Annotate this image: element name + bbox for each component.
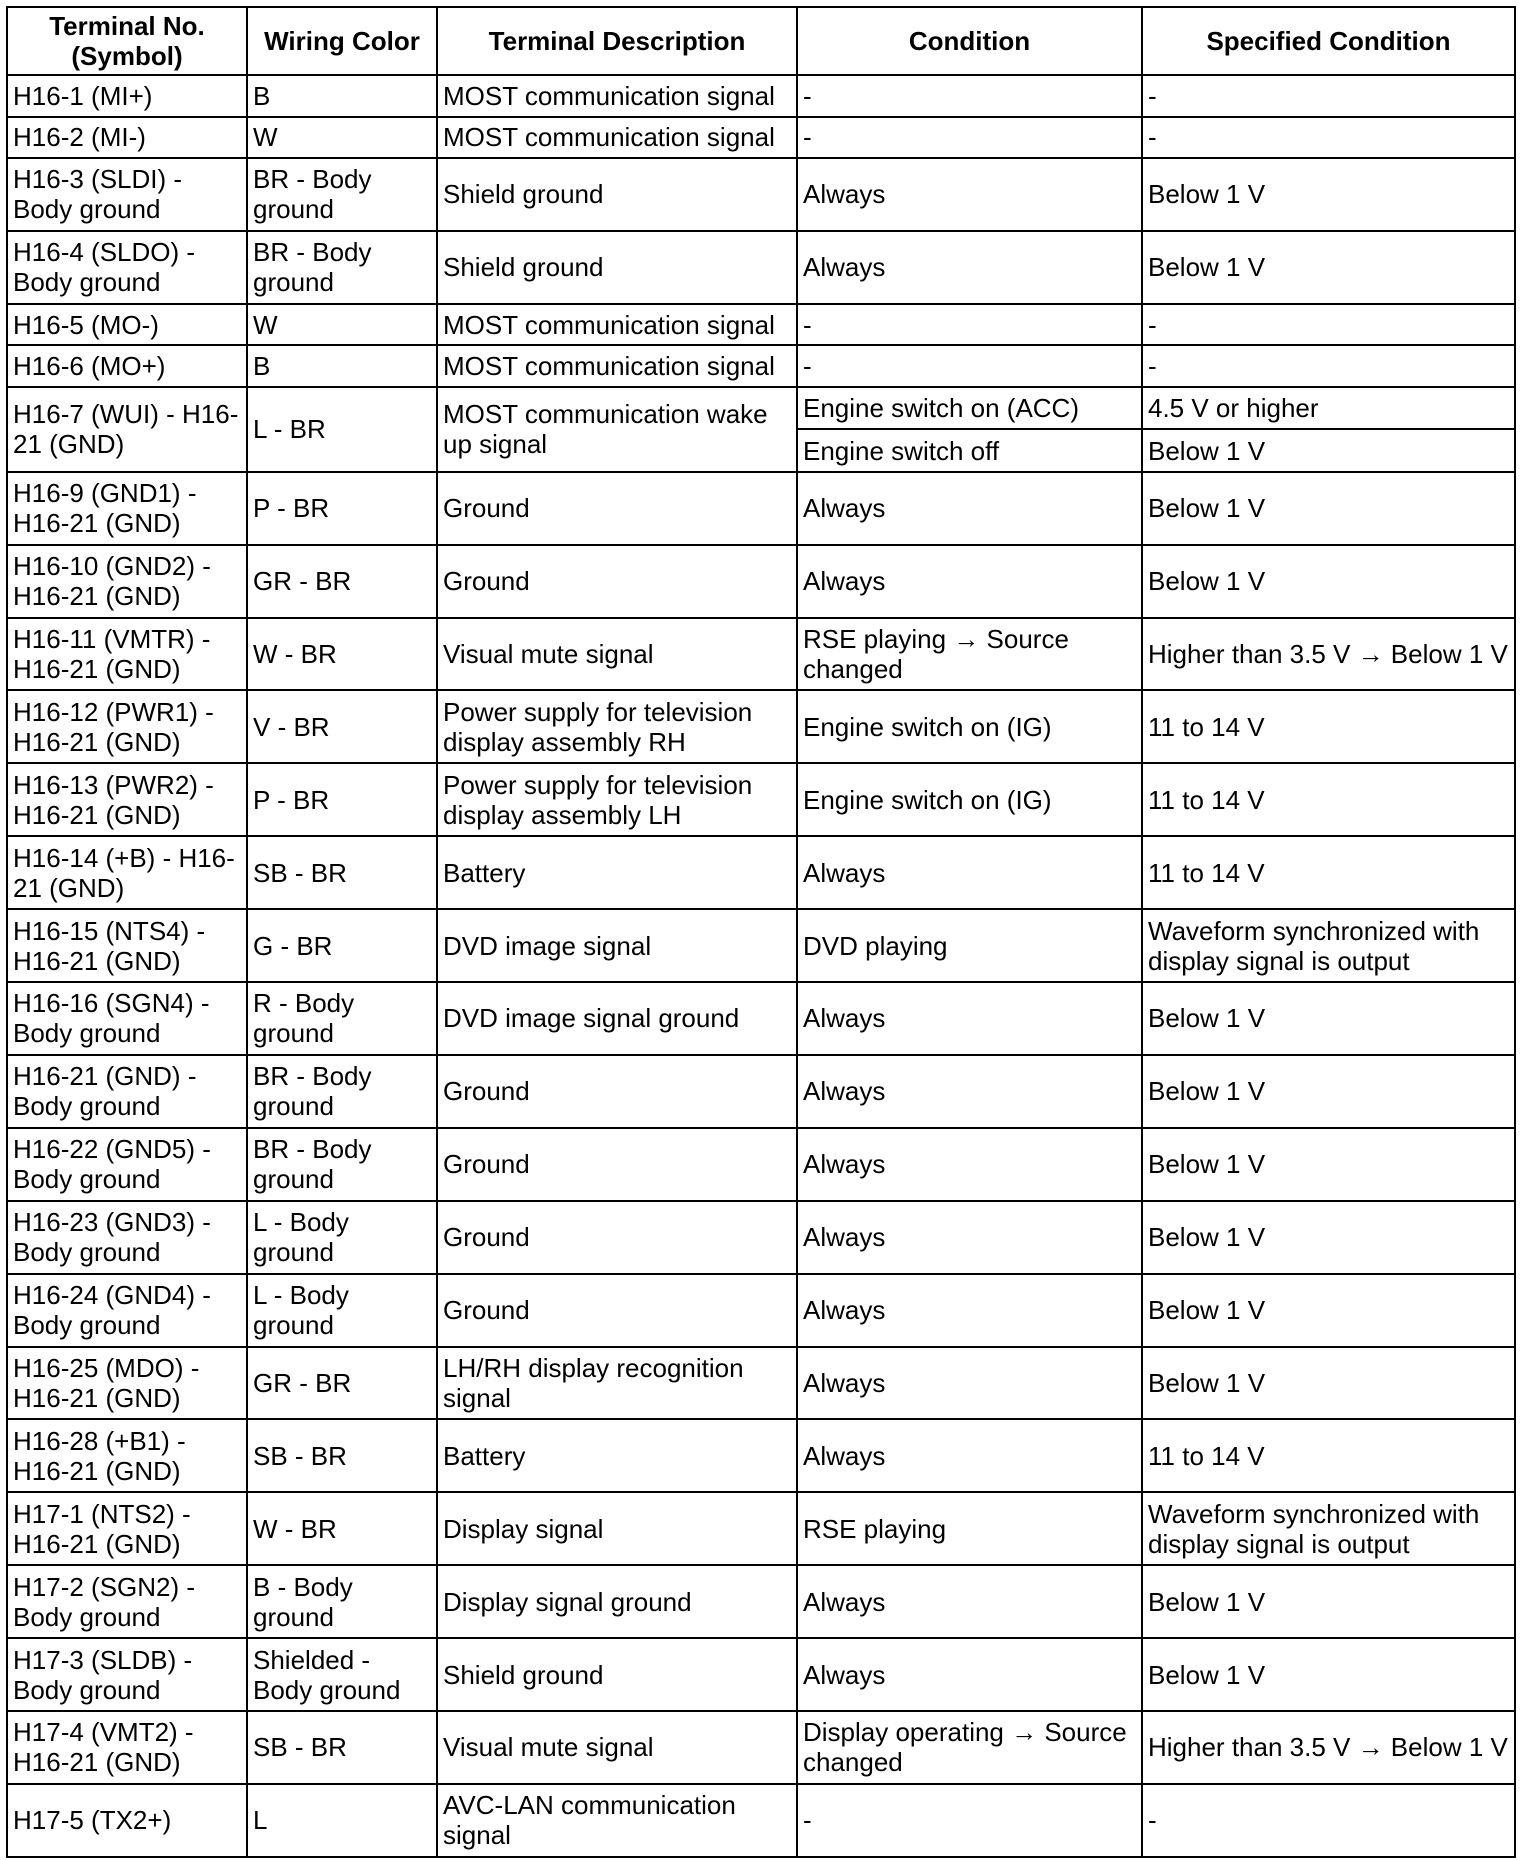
cell-description: Visual mute signal [437, 1711, 797, 1784]
cell-condition: Always [797, 1274, 1142, 1347]
cell-specified-condition: - [1142, 345, 1515, 387]
header-specified-condition: Specified Condition [1142, 7, 1515, 75]
cell-description: Battery [437, 1419, 797, 1492]
cell-wiring-color: B - Body ground [247, 1565, 437, 1638]
cell-specified-condition: Below 1 V [1142, 982, 1515, 1055]
cell-terminal: H16-12 (PWR1) - H16-21 (GND) [7, 690, 247, 763]
cell-specified-condition: Below 1 V [1142, 1201, 1515, 1274]
cell-description: Shield ground [437, 158, 797, 231]
cell-wiring-color: G - BR [247, 909, 437, 982]
cell-condition: Always [797, 1638, 1142, 1711]
table-row [7, 763, 1515, 836]
cell-condition: Always [797, 982, 1142, 1055]
cell-wiring-color: W - BR [247, 1492, 437, 1565]
table-row [7, 1201, 1515, 1274]
cell-description: Shield ground [437, 231, 797, 304]
cell-wiring-color: GR - BR [247, 545, 437, 618]
cell-description: Ground [437, 1274, 797, 1347]
cell-condition: Always [797, 1419, 1142, 1492]
cell-condition: RSE playing → Source changed [797, 618, 1142, 691]
cell-description: DVD image signal [437, 909, 797, 982]
cell-terminal: H17-4 (VMT2) - H16-21 (GND) [7, 1711, 247, 1784]
cell-wiring-color: L - Body ground [247, 1201, 437, 1274]
cell-specified-condition: Below 1 V [1142, 1055, 1515, 1128]
table-row [7, 1784, 1515, 1857]
cell-wiring-color: V - BR [247, 690, 437, 763]
table-row [7, 1565, 1515, 1638]
cell-condition: Always [797, 836, 1142, 909]
cell-wiring-color: BR - Body ground [247, 1128, 437, 1201]
cell-terminal: H16-13 (PWR2) - H16-21 (GND) [7, 763, 247, 836]
cell-condition: Display operating → Source changed [797, 1711, 1142, 1784]
table-row [7, 1638, 1515, 1711]
cell-terminal: H16-21 (GND) - Body ground [7, 1055, 247, 1128]
cell-wiring-color: L [247, 1784, 437, 1857]
cell-description: MOST communication signal [437, 117, 797, 159]
header-terminal: Terminal No. (Symbol) [7, 7, 247, 75]
cell-terminal: H16-6 (MO+) [7, 345, 247, 387]
cell-terminal: H16-5 (MO-) [7, 304, 247, 346]
cell-specified-condition: Below 1 V [1142, 158, 1515, 231]
table-row [7, 1128, 1515, 1201]
table-row [7, 345, 1515, 387]
cell-specified-condition: 11 to 14 V [1142, 1419, 1515, 1492]
cell-terminal: H16-9 (GND1) - H16-21 (GND) [7, 472, 247, 545]
table-row [7, 545, 1515, 618]
cell-condition: Always [797, 231, 1142, 304]
cell-terminal: H16-11 (VMTR) - H16-21 (GND) [7, 618, 247, 691]
cell-terminal: H16-14 (+B) - H16-21 (GND) [7, 836, 247, 909]
table-row [7, 836, 1515, 909]
cell-description: Power supply for television display assembly LH [437, 763, 797, 836]
cell-condition: - [797, 345, 1142, 387]
cell-wiring-color: GR - BR [247, 1347, 437, 1420]
cell-description: LH/RH display recognition signal [437, 1347, 797, 1420]
cell-wiring-color: W [247, 304, 437, 346]
cell-description: Ground [437, 472, 797, 545]
cell-terminal: H16-3 (SLDI) - Body ground [7, 158, 247, 231]
cell-wiring-color: L - BR [247, 387, 437, 472]
cell-terminal: H16-10 (GND2) - H16-21 (GND) [7, 545, 247, 618]
cell-wiring-color: R - Body ground [247, 982, 437, 1055]
cell-specified-condition: 4.5 V or higher [1142, 387, 1515, 430]
cell-description: DVD image signal ground [437, 982, 797, 1055]
table-header-row [7, 7, 1515, 75]
cell-description: Display signal [437, 1492, 797, 1565]
header-condition: Condition [797, 7, 1142, 75]
table-row [7, 231, 1515, 304]
cell-terminal: H16-2 (MI-) [7, 117, 247, 159]
cell-wiring-color: B [247, 345, 437, 387]
cell-condition: Engine switch on (IG) [797, 763, 1142, 836]
cell-terminal: H16-22 (GND5) - Body ground [7, 1128, 247, 1201]
cell-wiring-color: P - BR [247, 763, 437, 836]
cell-specified-condition: Below 1 V [1142, 472, 1515, 545]
cell-condition: Always [797, 1128, 1142, 1201]
cell-condition: - [797, 75, 1142, 117]
cell-wiring-color: SB - BR [247, 1419, 437, 1492]
cell-condition: Engine switch on (ACC) [797, 387, 1142, 430]
cell-wiring-color: SB - BR [247, 836, 437, 909]
cell-condition: Always [797, 1347, 1142, 1420]
cell-condition: Engine switch off [797, 429, 1142, 472]
table-body [7, 75, 1515, 1857]
table-row [7, 75, 1515, 117]
table-row [7, 982, 1515, 1055]
cell-condition: Always [797, 1201, 1142, 1274]
cell-specified-condition: Below 1 V [1142, 1565, 1515, 1638]
cell-condition: Always [797, 1565, 1142, 1638]
table-row [7, 387, 1515, 430]
cell-specified-condition: - [1142, 304, 1515, 346]
cell-terminal: H16-15 (NTS4) - H16-21 (GND) [7, 909, 247, 982]
header-terminal-description: Terminal Description [437, 7, 797, 75]
cell-condition: - [797, 117, 1142, 159]
cell-description: Visual mute signal [437, 618, 797, 691]
cell-description: Ground [437, 1055, 797, 1128]
table-row [7, 472, 1515, 545]
cell-condition: Always [797, 472, 1142, 545]
cell-terminal: H16-23 (GND3) - Body ground [7, 1201, 247, 1274]
table-row [7, 1055, 1515, 1128]
cell-condition: Always [797, 158, 1142, 231]
cell-specified-condition: Below 1 V [1142, 1347, 1515, 1420]
cell-specified-condition: Below 1 V [1142, 545, 1515, 618]
table-row [7, 618, 1515, 691]
cell-wiring-color: P - BR [247, 472, 437, 545]
cell-description: Power supply for television display assembly RH [437, 690, 797, 763]
cell-condition: - [797, 304, 1142, 346]
cell-condition: - [797, 1784, 1142, 1857]
cell-specified-condition: Higher than 3.5 V → Below 1 V [1142, 618, 1515, 691]
cell-specified-condition: - [1142, 117, 1515, 159]
terminal-table-container [6, 6, 1514, 1858]
cell-specified-condition: 11 to 14 V [1142, 836, 1515, 909]
cell-description: MOST communication signal [437, 75, 797, 117]
cell-terminal: H17-2 (SGN2) - Body ground [7, 1565, 247, 1638]
table-row [7, 304, 1515, 346]
cell-wiring-color: Shielded - Body ground [247, 1638, 437, 1711]
table-row [7, 690, 1515, 763]
cell-terminal: H16-25 (MDO) - H16-21 (GND) [7, 1347, 247, 1420]
cell-specified-condition: Below 1 V [1142, 1274, 1515, 1347]
table-row [7, 909, 1515, 982]
cell-description: Ground [437, 1201, 797, 1274]
cell-terminal: H17-3 (SLDB) - Body ground [7, 1638, 247, 1711]
cell-wiring-color: B [247, 75, 437, 117]
cell-specified-condition: - [1142, 1784, 1515, 1857]
cell-description: MOST communication wake up signal [437, 387, 797, 472]
cell-wiring-color: BR - Body ground [247, 231, 437, 304]
cell-description: Ground [437, 545, 797, 618]
cell-specified-condition: Below 1 V [1142, 429, 1515, 472]
cell-terminal: H16-1 (MI+) [7, 75, 247, 117]
cell-specified-condition: Below 1 V [1142, 1128, 1515, 1201]
table-row [7, 1347, 1515, 1420]
cell-condition: RSE playing [797, 1492, 1142, 1565]
cell-specified-condition: 11 to 14 V [1142, 690, 1515, 763]
cell-terminal: H17-1 (NTS2) - H16-21 (GND) [7, 1492, 247, 1565]
cell-description: MOST communication signal [437, 304, 797, 346]
cell-condition: Always [797, 1055, 1142, 1128]
cell-condition: Always [797, 545, 1142, 618]
cell-condition: Engine switch on (IG) [797, 690, 1142, 763]
cell-terminal: H16-24 (GND4) - Body ground [7, 1274, 247, 1347]
cell-terminal: H16-28 (+B1) - H16-21 (GND) [7, 1419, 247, 1492]
cell-specified-condition: Waveform synchronized with display signal is output [1142, 1492, 1515, 1565]
cell-terminal: H17-5 (TX2+) [7, 1784, 247, 1857]
cell-terminal: H16-4 (SLDO) - Body ground [7, 231, 247, 304]
cell-terminal: H16-7 (WUI) - H16-21 (GND) [7, 387, 247, 472]
table-row [7, 1492, 1515, 1565]
cell-wiring-color: BR - Body ground [247, 158, 437, 231]
table-row [7, 1274, 1515, 1347]
cell-specified-condition: Below 1 V [1142, 1638, 1515, 1711]
cell-description: MOST communication signal [437, 345, 797, 387]
table-row [7, 1711, 1515, 1784]
cell-wiring-color: BR - Body ground [247, 1055, 437, 1128]
table-row [7, 117, 1515, 159]
cell-condition: DVD playing [797, 909, 1142, 982]
cell-description: Shield ground [437, 1638, 797, 1711]
terminal-table [6, 6, 1516, 1858]
cell-description: Display signal ground [437, 1565, 797, 1638]
cell-wiring-color: W [247, 117, 437, 159]
cell-specified-condition: 11 to 14 V [1142, 763, 1515, 836]
cell-specified-condition: Waveform synchronized with display signal is output [1142, 909, 1515, 982]
cell-description: AVC-LAN communication signal [437, 1784, 797, 1857]
cell-specified-condition: Below 1 V [1142, 231, 1515, 304]
cell-specified-condition: - [1142, 75, 1515, 117]
cell-description: Ground [437, 1128, 797, 1201]
cell-terminal: H16-16 (SGN4) - Body ground [7, 982, 247, 1055]
cell-specified-condition: Higher than 3.5 V → Below 1 V [1142, 1711, 1515, 1784]
cell-wiring-color: L - Body ground [247, 1274, 437, 1347]
cell-wiring-color: SB - BR [247, 1711, 437, 1784]
cell-description: Battery [437, 836, 797, 909]
table-row [7, 1419, 1515, 1492]
header-wiring-color: Wiring Color [247, 7, 437, 75]
cell-wiring-color: W - BR [247, 618, 437, 691]
table-row [7, 158, 1515, 231]
